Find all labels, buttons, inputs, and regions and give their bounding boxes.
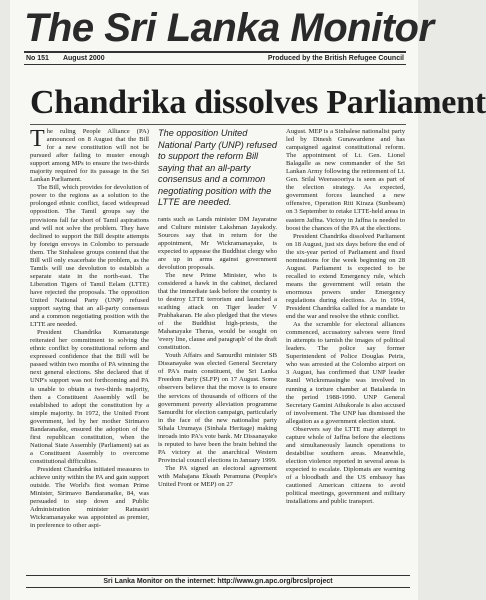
masthead-info-bar: [24, 51, 406, 65]
article-column-1: [30, 128, 149, 564]
paragraph: The new Prime Minister, who is considered a hawk in the cabinet, declared that the immediate task before the country is to destroy LTTE terrorism and launched a scathing attack on Tiger leader V Prabhakaran. He also pledged that the views of the Buddhist high-priests, the Mahanayake Theras, would be sought on 'every line, clause and paragraph' of the draft constitution.: [158, 271, 277, 352]
issue-date: August 2000: [62, 55, 105, 62]
masthead: [24, 6, 434, 65]
headline-rule: [30, 124, 406, 125]
paragraph: August. MEP is a Sinhalese nationalist party led by Dinesh Gunawardene and has campaigned against constitutional reform. The appointment of Lt. Gen. Lionel Balagalle as new commander of the Sri Lankan Army following the retirement of Lt. Gen. Srilal Weerasooriya is seen as part of the election strategy. As expected, government forces launched a new offensive, Operation Riti Kiraza (Sunbeam) on 3 September to retake LTTE-held areas in eastern Jaffna. Victory in Jaffna is needed to boost the chances of the PA at the elections.: [286, 128, 405, 232]
producer-credit: Produced by the British Refugee Council: [267, 55, 404, 62]
footer-web-link[interactable]: Sri Lanka Monitor on the internet: http://www.gn.apc.org/brcslproject: [26, 575, 410, 588]
drop-cap: T: [30, 126, 45, 152]
paragraph: As the scramble for electoral alliances commenced, accusatory salvoes were fired in attempts to tarnish the images of political leaders. The police say former Superintendent of Police Douglas Peiris, who was arrested at the Colombo airport on 3 August, has confirmed that UNP leader Ranil Wickremasinghe was involved in running a torture chamber at Batalanda in the period 1988-1990. UNP General Secretary Gamini Athukorale is also accused of involvement. The UNP has dismissed the allegation as a government election stunt.: [286, 321, 405, 425]
newsletter-page: [10, 0, 486, 600]
article-column-2: [158, 128, 277, 564]
paragraph: President Chandrika Kumaratunge reiterated her commitment to solving the ethnic conflict by constitutional reform and expressed confidence that the Bill will be passed within two months of PA winning the next general elections. She declared that if UNP's support was not forthcoming and PA is unable to obtain a two-thirds majority, then a Constituent Assembly will be established to adopt the constitution by a simple majority. In 1972, the United Front government, led by her mother Sirimavo Bandaranaike, ensured the adoption of the first republican constitution, when the National State Assembly (Parliament) sat as a Constituent Assembly to overcome constitutional difficulties.: [30, 329, 149, 465]
paragraph: The ruling People Alliance (PA) announced on 8 August that the Bill for a new constitution will not be pursued after failing to muster enough support among MPs to ensure the two-thirds majority required for its passage in the Sri Lankan Parliament.: [30, 126, 149, 184]
masthead-title: The Sri Lanka Monitor: [24, 6, 434, 50]
article-column-3: [286, 128, 405, 564]
paragraph: The PA signed an electoral agreement with Mahajana Eksath Peramuna (People's United Front or MEP) on 27: [158, 464, 277, 489]
paragraph: Youth Affairs and Samurdhi minister SB Dissanayake was elected General Secretary of PA's main constituent, the Sri Lanka Freedom Party (SLFP) on 17 August. Some observers believe that the move is to ensure the services of thousands of officers of the government poverty alleviation programme Samurdhi for election campaign, particularly in the face of the new nationalist party Sihala Urumaya (Sinhala Heritage) making inroads into PA's vote bank. Mr Dissanayake is reputed to have been the brain behind the PA victory at the anarchical Western Provincial council elections in January 1999.: [158, 352, 277, 464]
paragraph: rants such as Lands minister DM Jayaratne and Culture minister Lakshman Jayakody. Sources say that in return for the appointment, Mr Wickramanayake, is expected to appease the Buddhist clergy who are up in arms against government devolution proposals.: [158, 215, 277, 271]
headline: Chandrika dissolves Parliament: [30, 84, 486, 121]
pull-quote: The opposition United National Party (UNP) refused to support the reform Bill saying that an all-party consensus and a common negotiating position with the LTTE are needed.: [158, 128, 277, 207]
article-body: [30, 128, 406, 564]
issue-number: No 151: [26, 55, 49, 62]
paragraph: President Chandrika initiated measures to achieve unity within the PA and gain support outside. The World's first woman Prime Minister, Sirimavo Bandaranaike, 84, was persuaded to step down and Public Administration minister Ratnasiri Wickramanayake was appointed as premier, in preference to other aspi-: [30, 465, 149, 530]
paragraph: Observers say the LTTE may attempt to capture whole of Jaffna before the elections and simultaneously launch operations to destabilise southern areas. Meanwhile, election violence reported in several areas is expected to escalate. Diplomats are warning of a bloodbath and the US embassy has cautioned American citizens to avoid political meetings, government and military installations and public transport.: [286, 425, 405, 506]
paragraph: The Bill, which provides for devolution of power to the regions as a solution to the prolonged ethnic conflict, faced widespread opposition. The Tamil groups say the provisions fall far short of Tamil aspirations and will not solve the problem. They have declined to support the Bill despite attempts by foreign envoys in Colombo to persuade them. The Sinhalese groups contend that the Bill will only exacerbate the problem, as the Tamils will use devolution to establish a separate state in the north-east. The Liberation Tigers of Tamil Eelam (LTTE) have rejected the proposals. The opposition United National Party (UNP) refused support saying that an all-party consensus and a common negotiating position with the LTTE are needed.: [30, 184, 149, 329]
paragraph: President Chandrika dissolved Parliament on 18 August, just six days before the end of the six-year period of Parliament and fixed nominations for the week beginning on 28 August. Parliament is expected to be recalled to extend Emergency rule, which means the government will retain the enormous powers under Emergency regulations during elections. As in 1994, President Chandrika called for a mandate to end the war and resolve the ethnic conflict.: [286, 232, 405, 321]
